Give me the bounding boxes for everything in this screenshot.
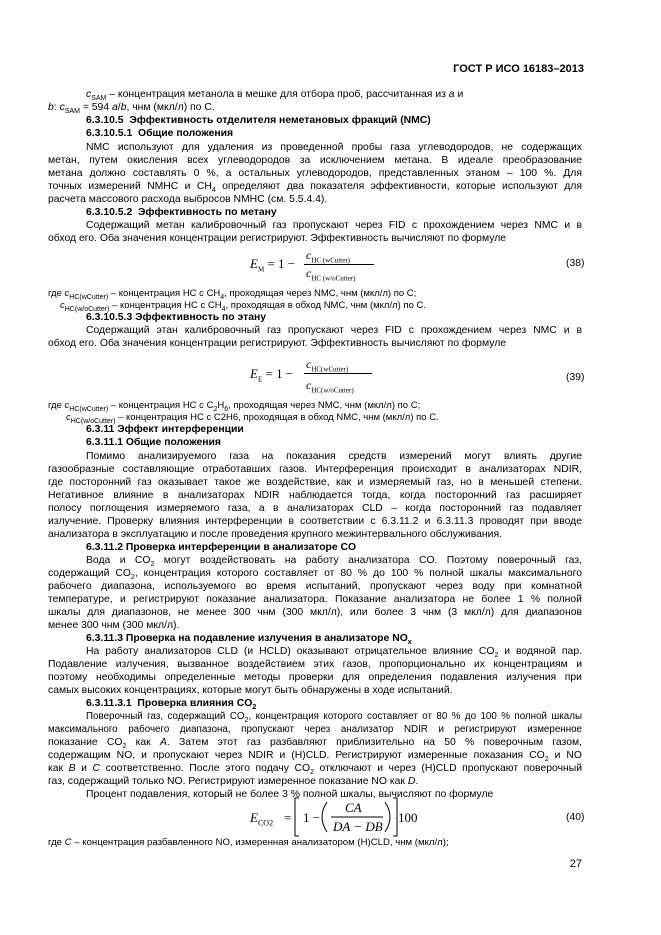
formula-38-denominator: $c_{HC (w/oCutter)}$: [306, 266, 356, 283]
formula-39: $E_E = 1$ −: [250, 366, 294, 384]
page-number: 27: [569, 858, 582, 870]
text-line: содержащий $CO_2$, концентрация которого составляет от 80 % до 100 % полной шкалы максимального: [48, 568, 582, 582]
text-line: излучение. Проверку влияния интерференции в соответствии с 6.3.11.2 и 6.3.11.3 проводят при вводе: [48, 516, 582, 527]
text-line: NMC используют для удаления из проведенной пробы газа углеводородов, не содержащих: [86, 142, 582, 153]
text-line: менее 300 чнм (300 мкл/л).: [48, 620, 180, 631]
text-line: максимального рабочего диапазона, пропускают через анализатор NDIR и регистрируют измеренное: [48, 724, 582, 735]
text-line: где посторонний газ оказывает такое же воздействие, как и измеряемый газ, но в меньшей степени.: [48, 477, 582, 488]
text-line: где $c_{HC(wCutter)}$ – концентрация НС с $CH_4$, проходящая через NMC, чнм (мкл/л) по С;: [48, 288, 417, 301]
text-line: Негативное влияние в анализаторах NDIR наблюдается тогда, когда посторонний газ расширяет: [48, 490, 582, 501]
text-line: Содержащий этан калибровочный газ пропускают через FID с прохождением через NMC и в: [86, 325, 582, 336]
page-header: ГОСТ Р ИСО 16183–2013: [453, 63, 584, 75]
formula-40-denominator: DA − DB: [333, 819, 383, 834]
text-line: $c_{HC(w/oCutter)}$ – концентрация НС с C2H6, проходящая в обход NMC, чнм (мкл/л) по С.: [66, 412, 439, 425]
section-heading: 6.3.10.5 Эффективность отделителя неметановых фракций (NMC): [86, 115, 431, 126]
text-line: температуре, и регистрируют показание анализатора. Показание анализатора не более 1 % полной: [48, 594, 582, 605]
document-page: ГОСТ Р ИСО 16183–2013 $c_{SAM}$ – концентрация метанола в мешке для отбора проб, рассчитанная из a и b: $c_{SAM} = 594$ a/b, чнм (мкл/л) по С. 6.3.10.5 Эффективность отделителя неметановых фракций (NMC) 6.3.10.5.1 Общие положения NMC используют для удаления из проведенной пробы газа углеводородов, не содержащих метан, путем окисления всех углеводородов за исключением метана. В идеале преобразование метана должно составлять 0 %, а остальных углеводородов, представленных этаном – 100 %. Для точных измерений NMHC и $CH_4$ определяют два показателя эффективности, которые используют для расчета массового расхода выбросов NMHC (см. 5.5.4.4). 6.3.10.5.2 Эффективность по метану Содержащий метан калибровочный газ пропускают через FID с прохождением через NMC и в обход его. Оба значения концентрации регистрируют. Эффективность вычисляют по формуле $E_M = 1$ − $c_{HC (wCutter)}$ $c_{HC (w/oCutter)}$ (38) где $c_{HC(wCutter)}$ – концентрация НС с $CH_4$, проходящая через NMC, чнм (мкл/л) по С; $c_{HC(w/oCutter)}$ – концентрация НС с $CH_4$, проходящая в обход NMC, чнм (мкл/л) по С. 6.3.10.5.3 Эффективность по этану Содержащий этан калибровочный газ пропускают через FID с прохождением через NMC и в обход его. Оба значения концентрации регистрируют. Эффективность вычисляют по формуле $E_E = 1$ − $c_{HC(wCutter)}$ $c_{HC(w/oCutter)}$ (39) где $c_{HC(wCutter)}$ – концентрация НС с $C_2H_6$, проходящая через NMC, чнм (мкл/л) по С; $c_{HC(w/oCutter)}$ – концентрация НС с C2H6, проходящая в обход NMC, чнм (мкл/л) по С. 6.3.11 Эффект интерференции 6.3.11.1 Общие положения Помимо анализируемого газа на показания средств измерений могут влиять другие газообразные составляющие отработавших газов. Интерференция происходит в анализаторах NDIR, где посторонний газ оказывает такое же воздействие, как и измеряемый газ, но в меньшей степени. Негативное влияние в анализаторах NDIR наблюдается тогда, когда посторонний газ расширяет полосу поглощения измеряемого газа, а в анализаторах CLD – когда посторонний газ подавляет излучение. Проверку влияния интерференции в соответствии с 6.3.11.2 и 6.3.11.3 проводят при вводе анализатора в эксплуатацию и после проведения крупного межинтервального обслуживания. 6.3.11.2 Проверка интерференции в анализаторе CO Вода и $CO_2$ могут воздействовать на работу анализатора CO. Поэтому поверочный газ, содержащий $CO_2$, концентрация которого составляет от 80 % до 100 % полной шкалы максимального рабочего диапазона, используемого во время испытаний, пропускают через воду при комнатной температуре, и регистрируют показание анализатора. Показание анализатора не более 1 % полной шкалы для диапазонов, не менее 300 чнм (300 мкл/л), или более 3 чнм (3 мкл/л) для диапазонов менее 300 чнм (300 мкл/л). 6.3.11.3 Проверка на подавление излучения в анализаторе $NO_x$ На работу анализаторов CLD (и HCLD) оказывают отрицательное влияние $CO_2$ и водяной пар. Подавление излучения, вызванное воздействием этих газов, пропорционально их концентрациям и поэтому необходимы определенные методы проверки для определения подавления излучения при самых высоких концентрациях, которые могут быть обнаружены в ходе испытаний. 6.3.11.3.1 Проверка влияния $CO_2$ Поверочный газ, содержащий $CO_2$, концентрация которого составляет от 80 % до 100 % полной шкалы максимального рабочего диапазона, пропускают через анализатор NDIR и регистрируют измеренное показание $CO_2$ как A. Затем этот газ разбавляют приблизительно на 50 % поверочным газом, содержащим NO, и пропускают через NDIR и (H)CLD. Регистрируют измеренные показания $CO_2$ и NO как B и C соответственно. После этого подачу $CO_2$ отключают и через (H)CLD пропускают поверочный газ, содержащий только NO. Регистрируют измеренное показание NO как D. Процент подавления, который не более 3 % полной шкалы, вычисляют по формуле $E_{CO2}$ = 1 − CA DA − DB 100 (40) где C – концентрация разбавленного NO, измеренная анализатором (H)CLD, чнм (мкл/л); 27: [48, 63, 585, 870]
text-line: расчета массового расхода выбросов NMHC (см. 5.5.4.4).: [48, 194, 328, 205]
text-line: где C – концентрация разбавленного NO, измеренная анализатором (H)CLD, чнм (мкл/л);: [48, 837, 449, 848]
formula-39-numerator: $c_{HC(wCutter)}$: [306, 357, 349, 374]
text-line: b: $c_{SAM} = 594$ a/b, чнм (мкл/л) по С.: [48, 102, 215, 116]
text-line: Содержащий метан калибровочный газ пропускают через FID с прохождением через NMC и в: [86, 220, 582, 231]
text-line: рабочего диапазона, используемого во время испытаний, пропускают через воду при комнатной: [48, 581, 582, 592]
formula-40-numerator: CA: [345, 800, 362, 815]
formula-38: $E_M = 1$ −: [250, 256, 296, 274]
text-line: содержащим NO, и пропускают через NDIR и (H)CLD. Регистрируют измеренные показания $CO_2$ и NO: [48, 750, 582, 764]
section-heading: 6.3.11 Эффект интерференции: [86, 424, 244, 435]
text-line: самых высоких концентрациях, которые могут быть обнаружены в ходе испытаний.: [48, 685, 453, 696]
text-line: На работу анализаторов CLD (и HCLD) оказывают отрицательное влияние $CO_2$ и водяной пар.: [86, 646, 582, 660]
text-line: Помимо анализируемого газа на показания средств измерений могут влиять другие: [86, 451, 582, 462]
section-heading: 6.3.10.5.3 Эффективность по этану: [86, 312, 267, 323]
text-line: где $c_{HC(wCutter)}$ – концентрация НС с $C_2H_6$, проходящая через NMC, чнм (мкл/л) по С;: [48, 400, 421, 413]
section-heading: 6.3.10.5.2 Эффективность по метану: [86, 207, 277, 218]
text-line: поэтому необходимы определенные методы проверки для определения подавления излучения при: [48, 672, 582, 683]
equation-number: (40): [566, 812, 585, 823]
text-line: газ, содержащий только NO. Регистрируют измеренное показание NO как D.: [48, 776, 419, 787]
text-line: шкалы для диапазонов, не менее 300 чнм (300 мкл/л), или более 3 чнм (3 мкл/л) для диапазонов: [48, 607, 582, 618]
formula-38-numerator: $c_{HC (wCutter)}$: [306, 248, 351, 265]
text-line: газообразные составляющие отработавших газов. Интерференция происходит в анализаторах NDIR,: [48, 464, 582, 475]
text-line: обход его. Оба значения концентрации регистрируют. Эффективность вычисляют по формуле: [48, 233, 507, 244]
equation-number: (39): [566, 372, 585, 383]
text-line: $c_{HC(w/oCutter)}$ – концентрация НС с $CH_4$, проходящая в обход NMC, чнм (мкл/л) по С.: [60, 300, 427, 313]
text-line: полосу поглощения измеряемого газа, а в анализаторах CLD – когда посторонний газ подавляет: [48, 503, 582, 514]
text-line: показание $CO_2$ как A. Затем этот газ разбавляют приблизительно на 50 % поверочным газом,: [48, 737, 583, 751]
text-line: $c_{SAM}$ – концентрация метанола в мешке для отбора проб, рассчитанная из a и: [86, 89, 464, 103]
text-line: Вода и $CO_2$ могут воздействовать на работу анализатора CO. Поэтому поверочный газ,: [86, 555, 582, 569]
section-heading: 6.3.10.5.1 Общие положения: [86, 128, 234, 139]
text-line: как B и C соответственно. После этого подачу $CO_2$ отключают и через (H)CLD пропускают поверочный: [48, 763, 582, 777]
text-line: Процент подавления, который не более 3 % полной шкалы, вычисляют по формуле: [86, 789, 494, 800]
section-heading: 6.3.11.2 Проверка интерференции в анализаторе CO: [86, 542, 357, 553]
section-heading: 6.3.11.3.1 Проверка влияния $CO_2$: [86, 698, 257, 712]
text-line: Подавление излучения, вызванное воздействием этих газов, пропорционально их концентрациям и: [48, 659, 582, 670]
text-line: метана должно составлять 0 %, а остальных углеводородов, представленных этаном – 100 %. Для: [48, 168, 582, 179]
section-heading: 6.3.11.1 Общие положения: [86, 437, 221, 448]
equation-number: (38): [566, 258, 585, 269]
section-heading: 6.3.11.3 Проверка на подавление излучения в анализаторе $NO_x$: [86, 633, 412, 647]
text-line: Поверочный газ, содержащий $CO_2$, концентрация которого составляет от 80 % до 100 % полной шкалы: [86, 711, 582, 724]
text-line: анализатора в эксплуатацию и после проведения крупного межинтервального обслуживания.: [48, 529, 502, 540]
formula-39-denominator: $c_{HC(w/oCutter)}$: [306, 378, 354, 395]
text-line: точных измерений NMHC и $CH_4$ определяют два показателя эффективности, которые используют для: [48, 181, 582, 195]
text-line: метан, путем окисления всех углеводородов за исключением метана. В идеале преобразование: [48, 155, 582, 166]
text-line: обход его. Оба значения концентрации регистрируют. Эффективность вычисляют по формуле: [48, 338, 507, 349]
formula-40: $E_{CO2}$: [250, 810, 274, 828]
